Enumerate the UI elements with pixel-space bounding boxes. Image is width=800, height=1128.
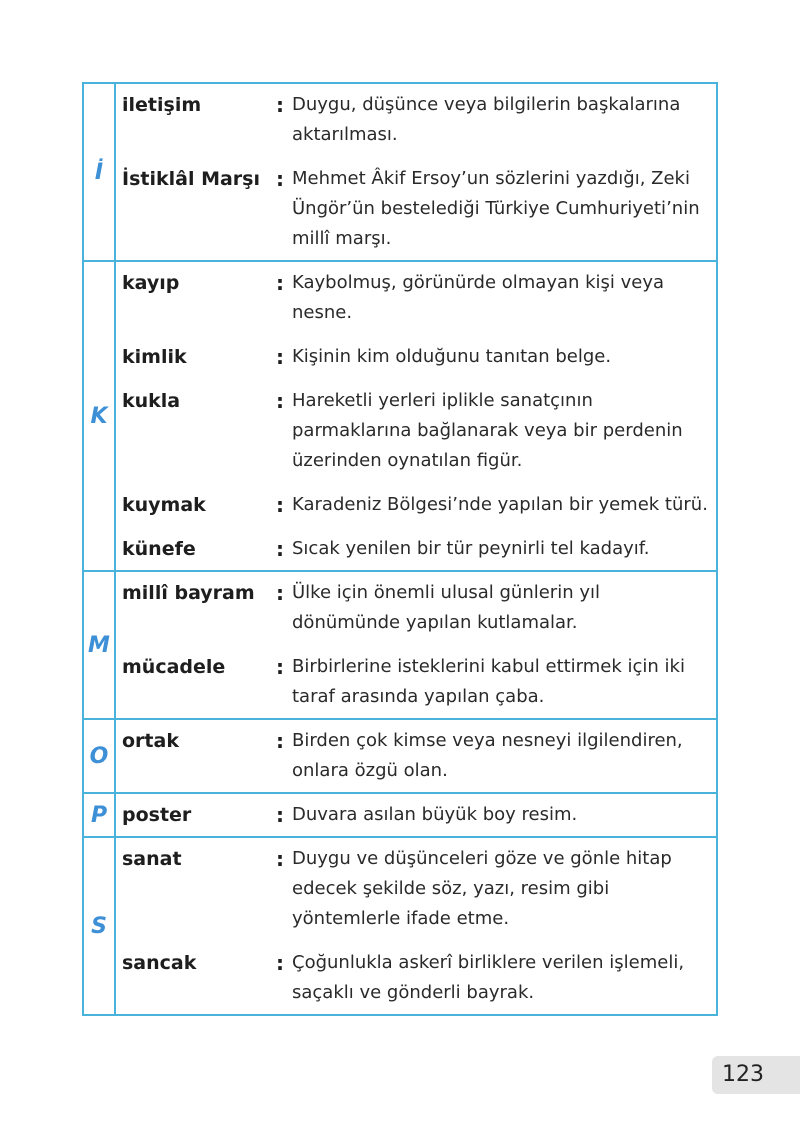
entry-colon: : xyxy=(276,655,284,679)
entry-colon: : xyxy=(276,581,284,605)
entry-colon: : xyxy=(276,93,284,117)
glossary-entry xyxy=(122,164,716,254)
glossary-entry xyxy=(122,726,716,786)
glossary-entry xyxy=(122,844,716,934)
entry-definition: Kişinin kim olduğunu tanıtan belge. xyxy=(292,346,612,367)
entry-definition: Duygu ve düşünceleri göze ve gönle hitap edecek şekilde söz, yazı, resim gibi yöntemlerle ifade etme. xyxy=(292,848,672,929)
glossary-entry xyxy=(122,490,716,520)
entry-colon: : xyxy=(276,271,284,295)
entry-term: kimlik xyxy=(122,346,187,368)
glossary-entry xyxy=(122,90,716,150)
section-entries xyxy=(115,719,717,793)
entry-term: ortak xyxy=(122,730,179,752)
entry-definition: Çoğunlukla askerî birliklere verilen işlemeli, saçaklı ve gönderli bayrak. xyxy=(292,952,685,1003)
entry-definition: Karadeniz Bölgesi’nde yapılan bir yemek türü. xyxy=(292,494,708,515)
letter-section xyxy=(83,719,717,793)
entry-colon: : xyxy=(276,951,284,975)
entry-definition: Mehmet Âkif Ersoy’un sözlerini yazdığı, Zeki Üngör’ün bestelediği Türkiye Cumhuriyeti’nin millî marşı. xyxy=(292,168,700,249)
entry-definition: Sıcak yenilen bir tür peynirli tel kadayıf. xyxy=(292,538,650,559)
section-letter: S xyxy=(83,837,115,1015)
entry-term: kukla xyxy=(122,390,181,412)
entry-colon: : xyxy=(276,729,284,753)
glossary-entry xyxy=(122,800,716,830)
entry-term: mücadele xyxy=(122,656,226,678)
section-entries xyxy=(115,83,717,261)
entry-definition: Ülke için önemli ulusal günlerin yıl dönümünde yapılan kutlamalar. xyxy=(292,582,600,633)
entry-colon: : xyxy=(276,803,284,827)
entry-definition: Duygu, düşünce veya bilgilerin başkalarına aktarılması. xyxy=(292,94,681,145)
entry-definition: Birbirlerine isteklerini kabul ettirmek için iki taraf arasında yapılan çaba. xyxy=(292,656,685,707)
entry-term: kuymak xyxy=(122,494,206,516)
glossary-table xyxy=(82,82,718,1016)
entry-colon: : xyxy=(276,537,284,561)
glossary-entry xyxy=(122,386,716,476)
section-entries xyxy=(115,571,717,719)
entry-term: millî bayram xyxy=(122,582,255,604)
entry-term: sancak xyxy=(122,952,197,974)
letter-section xyxy=(83,837,717,1015)
page-number: 123 xyxy=(712,1056,800,1094)
section-letter: K xyxy=(83,261,115,571)
section-letter: P xyxy=(83,793,115,837)
glossary-body xyxy=(83,83,717,1015)
entry-colon: : xyxy=(276,847,284,871)
glossary-entry xyxy=(122,948,716,1008)
section-letter: M xyxy=(83,571,115,719)
section-entries xyxy=(115,837,717,1015)
glossary-entry xyxy=(122,342,716,372)
entry-term: İstiklâl Marşı xyxy=(122,168,260,190)
glossary-entry xyxy=(122,534,716,564)
section-letter: O xyxy=(83,719,115,793)
entry-term: sanat xyxy=(122,848,182,870)
entry-definition: Kaybolmuş, görünürde olmayan kişi veya nesne. xyxy=(292,272,665,323)
letter-section xyxy=(83,793,717,837)
section-entries xyxy=(115,261,717,571)
glossary-entry xyxy=(122,578,716,638)
entry-colon: : xyxy=(276,345,284,369)
letter-section xyxy=(83,571,717,719)
entry-definition: Birden çok kimse veya nesneyi ilgilendiren, onlara özgü olan. xyxy=(292,730,683,781)
entry-term: kayıp xyxy=(122,272,180,294)
entry-colon: : xyxy=(276,493,284,517)
section-letter: İ xyxy=(83,83,115,261)
entry-colon: : xyxy=(276,389,284,413)
glossary-entry xyxy=(122,652,716,712)
entry-term: künefe xyxy=(122,538,196,560)
letter-section xyxy=(83,261,717,571)
entry-term: iletişim xyxy=(122,94,202,116)
entry-colon: : xyxy=(276,167,284,191)
entry-term: poster xyxy=(122,804,192,826)
section-entries xyxy=(115,793,717,837)
glossary-entry xyxy=(122,268,716,328)
letter-section xyxy=(83,83,717,261)
entry-definition: Duvara asılan büyük boy resim. xyxy=(292,804,578,825)
entry-definition: Hareketli yerleri iplikle sanatçının parmaklarına bağlanarak veya bir perdenin üzerinden oynatılan figür. xyxy=(292,390,683,471)
